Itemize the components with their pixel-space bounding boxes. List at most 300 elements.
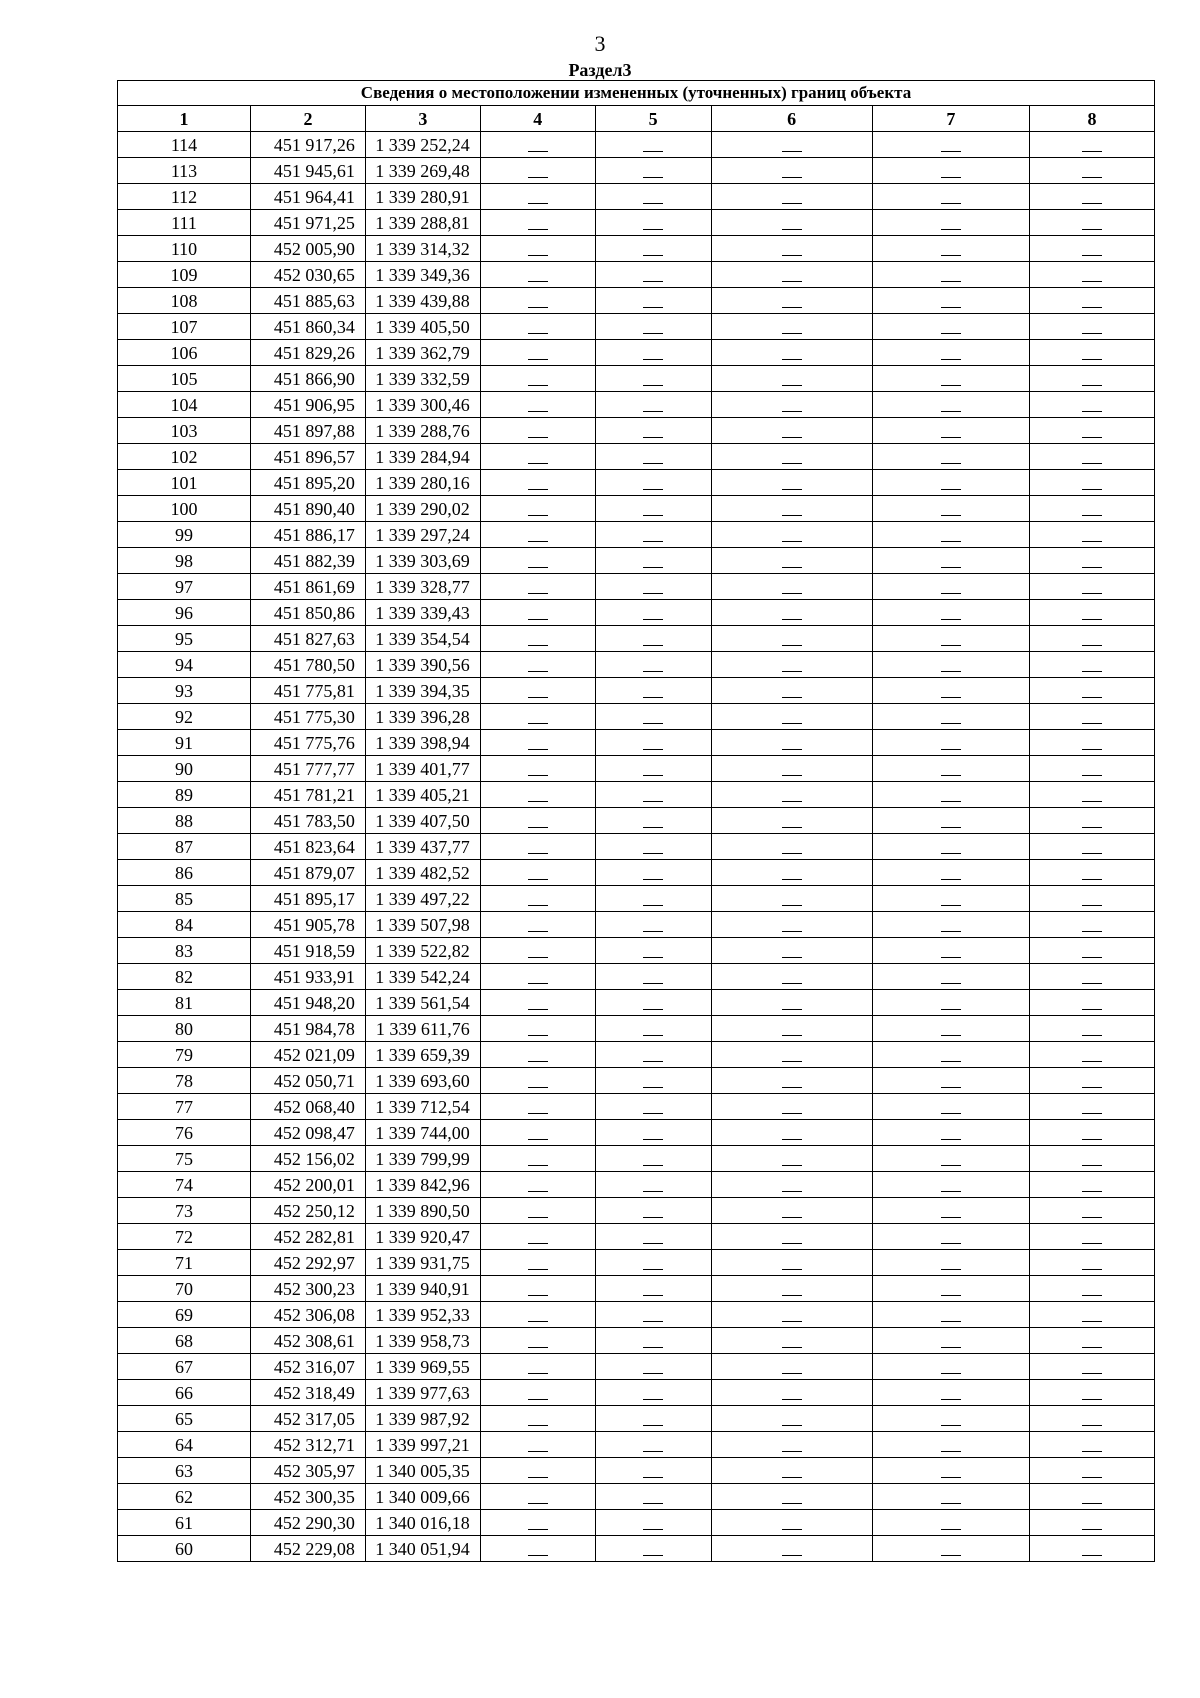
empty-value-cell (480, 262, 595, 288)
y-coordinate-cell: 1 339 252,24 (365, 132, 480, 158)
em-dash (643, 697, 663, 698)
empty-value-cell (595, 1536, 711, 1562)
empty-value-cell (711, 964, 872, 990)
point-number-cell: 61 (118, 1510, 251, 1536)
empty-value-cell (711, 158, 872, 184)
empty-value-cell (595, 912, 711, 938)
y-coordinate-cell: 1 339 952,33 (365, 1302, 480, 1328)
em-dash (941, 775, 961, 776)
point-number-cell: 68 (118, 1328, 251, 1354)
empty-value-cell (872, 1120, 1029, 1146)
x-coordinate-cell: 451 896,57 (251, 444, 366, 470)
y-coordinate-cell: 1 339 977,63 (365, 1380, 480, 1406)
empty-value-cell (1029, 1536, 1154, 1562)
em-dash (528, 1087, 548, 1088)
empty-value-cell (480, 990, 595, 1016)
x-coordinate-cell: 451 823,64 (251, 834, 366, 860)
em-dash (528, 1113, 548, 1114)
empty-value-cell (711, 366, 872, 392)
page-number: 3 (594, 31, 606, 56)
em-dash (643, 1529, 663, 1530)
empty-value-cell (711, 418, 872, 444)
empty-value-cell (595, 288, 711, 314)
em-dash (782, 1373, 802, 1374)
em-dash (643, 255, 663, 256)
point-number-cell: 90 (118, 756, 251, 782)
empty-value-cell (480, 1250, 595, 1276)
em-dash (782, 1087, 802, 1088)
y-coordinate-cell: 1 339 390,56 (365, 652, 480, 678)
em-dash (941, 281, 961, 282)
empty-value-cell (480, 1224, 595, 1250)
empty-value-cell (1029, 1042, 1154, 1068)
em-dash (941, 359, 961, 360)
empty-value-cell (480, 756, 595, 782)
empty-value-cell (711, 1406, 872, 1432)
em-dash (643, 489, 663, 490)
em-dash (941, 203, 961, 204)
em-dash (528, 1243, 548, 1244)
y-coordinate-cell: 1 339 611,76 (365, 1016, 480, 1042)
em-dash (1082, 1269, 1102, 1270)
x-coordinate-cell: 452 068,40 (251, 1094, 366, 1120)
column-number: 6 (711, 106, 872, 132)
em-dash (643, 541, 663, 542)
point-number-cell: 73 (118, 1198, 251, 1224)
empty-value-cell (872, 990, 1029, 1016)
table-row (118, 236, 1155, 262)
x-coordinate-cell: 452 318,49 (251, 1380, 366, 1406)
em-dash (941, 385, 961, 386)
y-coordinate-cell: 1 339 890,50 (365, 1198, 480, 1224)
empty-value-cell (872, 236, 1029, 262)
em-dash (782, 931, 802, 932)
em-dash (643, 1269, 663, 1270)
point-number-cell: 96 (118, 600, 251, 626)
point-number-cell: 80 (118, 1016, 251, 1042)
table-row (118, 1250, 1155, 1276)
em-dash (1082, 1425, 1102, 1426)
empty-value-cell (480, 678, 595, 704)
em-dash (528, 1061, 548, 1062)
empty-value-cell (872, 1302, 1029, 1328)
empty-value-cell (1029, 418, 1154, 444)
table-row (118, 834, 1155, 860)
em-dash (528, 1321, 548, 1322)
point-number-cell: 62 (118, 1484, 251, 1510)
y-coordinate-cell: 1 339 407,50 (365, 808, 480, 834)
x-coordinate-cell: 451 971,25 (251, 210, 366, 236)
empty-value-cell (872, 184, 1029, 210)
empty-value-cell (595, 444, 711, 470)
table-row (118, 808, 1155, 834)
empty-value-cell (595, 132, 711, 158)
empty-value-cell (711, 340, 872, 366)
empty-value-cell (711, 444, 872, 470)
em-dash (782, 697, 802, 698)
em-dash (941, 593, 961, 594)
em-dash (941, 1425, 961, 1426)
point-number-cell: 101 (118, 470, 251, 496)
empty-value-cell (480, 808, 595, 834)
empty-value-cell (595, 1120, 711, 1146)
x-coordinate-cell: 451 945,61 (251, 158, 366, 184)
y-coordinate-cell: 1 339 437,77 (365, 834, 480, 860)
empty-value-cell (1029, 1406, 1154, 1432)
em-dash (528, 1529, 548, 1530)
em-dash (643, 905, 663, 906)
empty-value-cell (480, 1016, 595, 1042)
point-number-cell: 98 (118, 548, 251, 574)
table-caption: Сведения о местоположении измененных (уточненных) границ объекта (118, 81, 1155, 106)
point-number-cell: 93 (118, 678, 251, 704)
empty-value-cell (480, 1432, 595, 1458)
em-dash (1082, 983, 1102, 984)
x-coordinate-cell: 451 895,17 (251, 886, 366, 912)
em-dash (1082, 229, 1102, 230)
x-coordinate-cell: 451 917,26 (251, 132, 366, 158)
em-dash (782, 749, 802, 750)
empty-value-cell (480, 574, 595, 600)
y-coordinate-cell: 1 339 284,94 (365, 444, 480, 470)
empty-value-cell (1029, 158, 1154, 184)
em-dash (941, 827, 961, 828)
empty-value-cell (872, 314, 1029, 340)
table-row (118, 1458, 1155, 1484)
table-row (118, 782, 1155, 808)
empty-value-cell (1029, 860, 1154, 886)
empty-value-cell (711, 730, 872, 756)
empty-value-cell (711, 1094, 872, 1120)
point-number-cell: 113 (118, 158, 251, 184)
empty-value-cell (595, 1068, 711, 1094)
em-dash (528, 619, 548, 620)
empty-value-cell (595, 834, 711, 860)
em-dash (1082, 1477, 1102, 1478)
em-dash (1082, 1243, 1102, 1244)
em-dash (782, 385, 802, 386)
y-coordinate-cell: 1 339 931,75 (365, 1250, 480, 1276)
empty-value-cell (595, 496, 711, 522)
empty-value-cell (480, 184, 595, 210)
empty-value-cell (711, 1302, 872, 1328)
y-coordinate-cell: 1 339 997,21 (365, 1432, 480, 1458)
empty-value-cell (480, 730, 595, 756)
em-dash (782, 463, 802, 464)
empty-value-cell (872, 808, 1029, 834)
em-dash (782, 593, 802, 594)
x-coordinate-cell: 451 984,78 (251, 1016, 366, 1042)
table-row (118, 392, 1155, 418)
em-dash (643, 307, 663, 308)
empty-value-cell (595, 626, 711, 652)
empty-value-cell (872, 938, 1029, 964)
table-row (118, 288, 1155, 314)
empty-value-cell (1029, 964, 1154, 990)
empty-value-cell (595, 522, 711, 548)
table-row (118, 1172, 1155, 1198)
empty-value-cell (1029, 990, 1154, 1016)
empty-value-cell (480, 1120, 595, 1146)
point-number-cell: 114 (118, 132, 251, 158)
point-number-cell: 81 (118, 990, 251, 1016)
empty-value-cell (595, 392, 711, 418)
em-dash (528, 1477, 548, 1478)
point-number-cell: 78 (118, 1068, 251, 1094)
empty-value-cell (711, 704, 872, 730)
table-row (118, 1432, 1155, 1458)
point-number-cell: 103 (118, 418, 251, 444)
point-number-cell: 71 (118, 1250, 251, 1276)
em-dash (643, 957, 663, 958)
em-dash (528, 1035, 548, 1036)
column-number: 2 (251, 106, 366, 132)
empty-value-cell (872, 1432, 1029, 1458)
empty-value-cell (711, 288, 872, 314)
x-coordinate-cell: 452 292,97 (251, 1250, 366, 1276)
em-dash (1082, 151, 1102, 152)
column-number: 7 (872, 106, 1029, 132)
column-number: 1 (118, 106, 251, 132)
empty-value-cell (595, 652, 711, 678)
empty-value-cell (1029, 1120, 1154, 1146)
empty-value-cell (480, 1380, 595, 1406)
em-dash (782, 1451, 802, 1452)
em-dash (782, 1347, 802, 1348)
empty-value-cell (595, 964, 711, 990)
em-dash (643, 515, 663, 516)
em-dash (1082, 853, 1102, 854)
empty-value-cell (872, 496, 1029, 522)
em-dash (643, 827, 663, 828)
em-dash (528, 177, 548, 178)
em-dash (643, 619, 663, 620)
empty-value-cell (1029, 1172, 1154, 1198)
em-dash (782, 983, 802, 984)
empty-value-cell (595, 158, 711, 184)
empty-value-cell (711, 236, 872, 262)
x-coordinate-cell: 452 050,71 (251, 1068, 366, 1094)
em-dash (782, 229, 802, 230)
empty-value-cell (872, 704, 1029, 730)
table-row (118, 678, 1155, 704)
em-dash (643, 411, 663, 412)
em-dash (643, 1009, 663, 1010)
x-coordinate-cell: 451 781,21 (251, 782, 366, 808)
em-dash (1082, 697, 1102, 698)
em-dash (782, 1217, 802, 1218)
em-dash (782, 411, 802, 412)
table-row (118, 1094, 1155, 1120)
empty-value-cell (1029, 366, 1154, 392)
empty-value-cell (595, 184, 711, 210)
em-dash (782, 359, 802, 360)
empty-value-cell (1029, 340, 1154, 366)
empty-value-cell (872, 1276, 1029, 1302)
em-dash (643, 437, 663, 438)
em-dash (941, 1009, 961, 1010)
empty-value-cell (872, 262, 1029, 288)
empty-value-cell (595, 1406, 711, 1432)
empty-value-cell (1029, 1250, 1154, 1276)
em-dash (528, 1399, 548, 1400)
em-dash (782, 1191, 802, 1192)
em-dash (643, 879, 663, 880)
y-coordinate-cell: 1 339 522,82 (365, 938, 480, 964)
empty-value-cell (1029, 1354, 1154, 1380)
y-coordinate-cell: 1 339 940,91 (365, 1276, 480, 1302)
x-coordinate-cell: 452 290,30 (251, 1510, 366, 1536)
em-dash (941, 515, 961, 516)
em-dash (941, 1555, 961, 1556)
em-dash (1082, 1373, 1102, 1374)
empty-value-cell (480, 418, 595, 444)
empty-value-cell (872, 834, 1029, 860)
point-number-cell: 76 (118, 1120, 251, 1146)
empty-value-cell (1029, 756, 1154, 782)
empty-value-cell (872, 1536, 1029, 1562)
empty-value-cell (872, 652, 1029, 678)
table-row (118, 1068, 1155, 1094)
empty-value-cell (711, 1042, 872, 1068)
em-dash (782, 1139, 802, 1140)
y-coordinate-cell: 1 339 987,92 (365, 1406, 480, 1432)
em-dash (782, 957, 802, 958)
em-dash (782, 1503, 802, 1504)
em-dash (1082, 1451, 1102, 1452)
y-coordinate-cell: 1 339 297,24 (365, 522, 480, 548)
empty-value-cell (711, 210, 872, 236)
empty-value-cell (1029, 808, 1154, 834)
em-dash (643, 463, 663, 464)
empty-value-cell (711, 1458, 872, 1484)
empty-value-cell (480, 392, 595, 418)
em-dash (1082, 1503, 1102, 1504)
empty-value-cell (480, 366, 595, 392)
em-dash (1082, 593, 1102, 594)
table-row (118, 1042, 1155, 1068)
em-dash (643, 203, 663, 204)
empty-value-cell (711, 938, 872, 964)
em-dash (643, 385, 663, 386)
empty-value-cell (480, 314, 595, 340)
empty-value-cell (872, 574, 1029, 600)
empty-value-cell (711, 756, 872, 782)
empty-value-cell (872, 366, 1029, 392)
table-row (118, 1328, 1155, 1354)
em-dash (941, 411, 961, 412)
x-coordinate-cell: 452 200,01 (251, 1172, 366, 1198)
empty-value-cell (480, 1276, 595, 1302)
empty-value-cell (711, 1250, 872, 1276)
empty-value-cell (711, 626, 872, 652)
em-dash (941, 1321, 961, 1322)
y-coordinate-cell: 1 339 354,54 (365, 626, 480, 652)
empty-value-cell (1029, 652, 1154, 678)
empty-value-cell (872, 470, 1029, 496)
x-coordinate-cell: 451 895,20 (251, 470, 366, 496)
empty-value-cell (1029, 912, 1154, 938)
empty-value-cell (480, 860, 595, 886)
section-title: Раздел3 (568, 60, 632, 80)
x-coordinate-cell: 451 866,90 (251, 366, 366, 392)
empty-value-cell (711, 574, 872, 600)
x-coordinate-cell: 451 775,76 (251, 730, 366, 756)
empty-value-cell (1029, 1432, 1154, 1458)
empty-value-cell (1029, 574, 1154, 600)
y-coordinate-cell: 1 339 300,46 (365, 392, 480, 418)
table-row (118, 1276, 1155, 1302)
empty-value-cell (595, 1172, 711, 1198)
em-dash (1082, 931, 1102, 932)
empty-value-cell (872, 1458, 1029, 1484)
empty-value-cell (595, 990, 711, 1016)
empty-value-cell (1029, 1094, 1154, 1120)
em-dash (782, 1165, 802, 1166)
y-coordinate-cell: 1 340 051,94 (365, 1536, 480, 1562)
point-number-cell: 97 (118, 574, 251, 600)
em-dash (643, 723, 663, 724)
empty-value-cell (711, 834, 872, 860)
em-dash (643, 1061, 663, 1062)
em-dash (1082, 801, 1102, 802)
em-dash (1082, 879, 1102, 880)
empty-value-cell (1029, 548, 1154, 574)
point-number-cell: 60 (118, 1536, 251, 1562)
em-dash (1082, 385, 1102, 386)
empty-value-cell (872, 1094, 1029, 1120)
em-dash (782, 671, 802, 672)
x-coordinate-cell: 452 282,81 (251, 1224, 366, 1250)
empty-value-cell (480, 704, 595, 730)
y-coordinate-cell: 1 339 744,00 (365, 1120, 480, 1146)
empty-value-cell (711, 1224, 872, 1250)
em-dash (941, 255, 961, 256)
empty-value-cell (480, 1198, 595, 1224)
em-dash (528, 281, 548, 282)
em-dash (643, 1087, 663, 1088)
point-number-cell: 106 (118, 340, 251, 366)
em-dash (528, 697, 548, 698)
x-coordinate-cell: 451 783,50 (251, 808, 366, 834)
em-dash (941, 1399, 961, 1400)
empty-value-cell (595, 1328, 711, 1354)
y-coordinate-cell: 1 339 482,52 (365, 860, 480, 886)
empty-value-cell (711, 886, 872, 912)
x-coordinate-cell: 451 780,50 (251, 652, 366, 678)
point-number-cell: 89 (118, 782, 251, 808)
empty-value-cell (595, 1094, 711, 1120)
empty-value-cell (480, 1510, 595, 1536)
empty-value-cell (595, 730, 711, 756)
em-dash (528, 1269, 548, 1270)
em-dash (782, 879, 802, 880)
em-dash (643, 359, 663, 360)
empty-value-cell (872, 1328, 1029, 1354)
em-dash (941, 983, 961, 984)
em-dash (1082, 463, 1102, 464)
table-row (118, 418, 1155, 444)
em-dash (1082, 619, 1102, 620)
x-coordinate-cell: 451 850,86 (251, 600, 366, 626)
empty-value-cell (1029, 314, 1154, 340)
x-coordinate-cell: 452 300,35 (251, 1484, 366, 1510)
em-dash (782, 151, 802, 152)
y-coordinate-cell: 1 339 290,02 (365, 496, 480, 522)
em-dash (782, 1243, 802, 1244)
table-row (118, 1510, 1155, 1536)
empty-value-cell (595, 1042, 711, 1068)
